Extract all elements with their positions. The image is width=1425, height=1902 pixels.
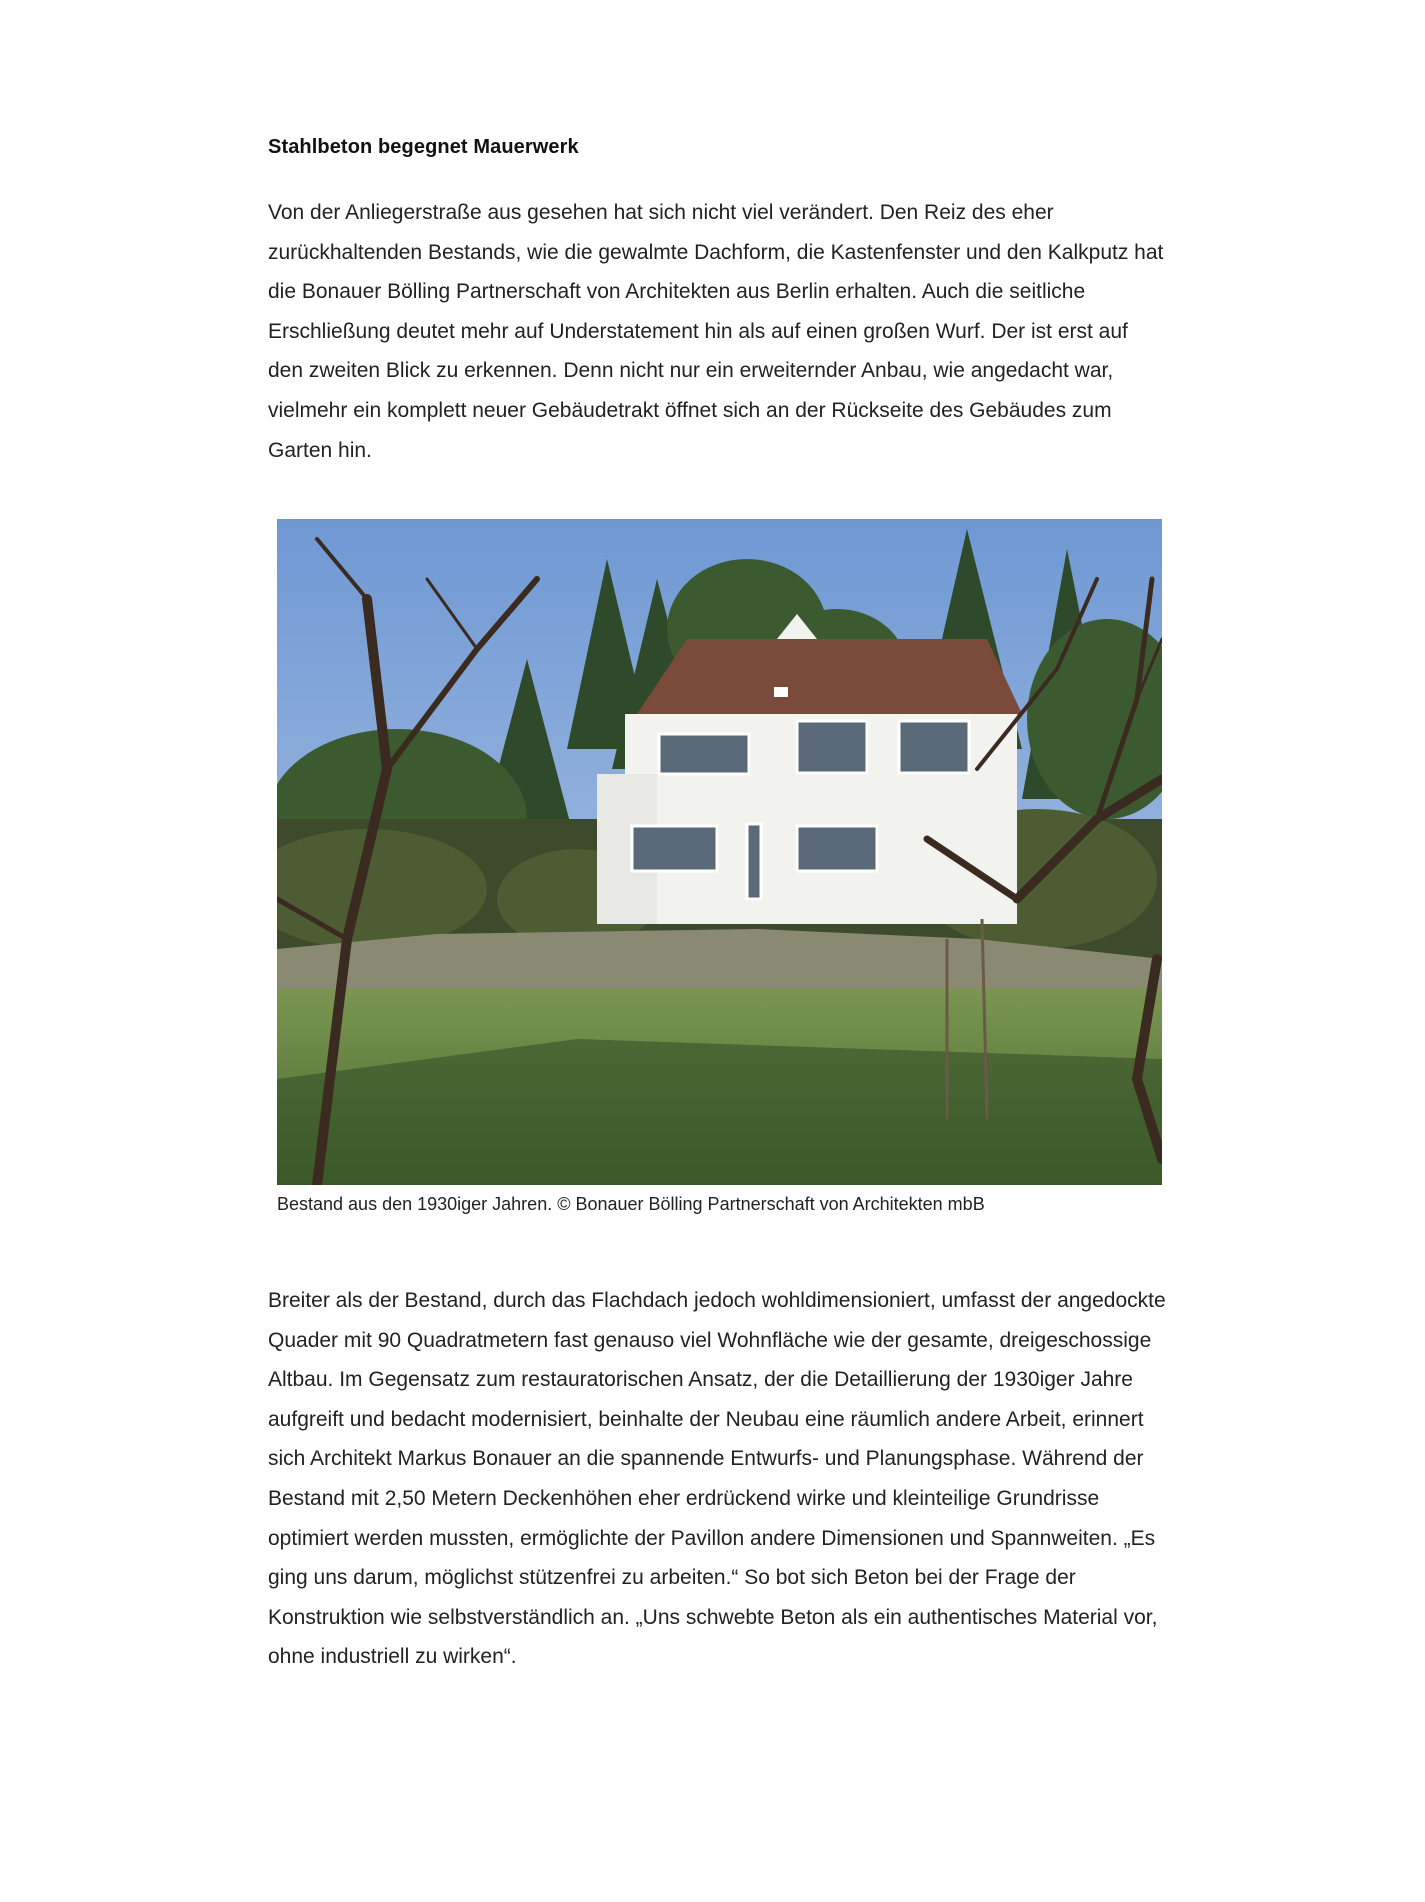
house-photo: [277, 519, 1162, 1185]
paragraph-body: Breiter als der Bestand, durch das Flachdach jedoch wohldimensioniert, umfasst der angedockte Quader mit 90 Quadratmetern fast genauso viel Wohnfläche wie der gesamte, dreigeschossige Altbau. Im Gegensatz zum restauratorischen Ansatz, der die Detaillierung der 1930iger Jahre aufgreift und bedacht modernisiert, beinhalte der Neubau eine räumlich andere Arbeit, erinnert sich Architekt Markus Bonauer an die spannende Entwurfs- und Planungsphase. Während der Bestand mit 2,50 Metern Deckenhöhen eher erdrückend wirke und kleinteilige Grundrisse optimiert werden mussten, ermöglichte der Pavillon andere Dimensionen und Spannweiten. „Es ging uns darum, möglichst stützenfrei zu arbeiten.“ So bot sich Beton bei der Frage der Konstruktion wie selbstverständlich an. „Uns schwebte Beton als ein authentisches Material vor, ohne industriell zu wirken“.: [268, 1289, 1166, 1669]
paragraph-intro: Von der Anliegerstraße aus gesehen hat sich nicht viel verändert. Den Reiz des eher zurückhaltenden Bestands, wie die gewalmte Dachform, die Kastenfenster und den Kalkputz hat die Bonauer Bölling Partnerschaft von Architekten aus Berlin erhalten. Auch die seitliche Erschließung deutet mehr auf Understatement hin als auf einen großen Wurf. Der ist erst auf den zweiten Blick zu erkennen. Denn nicht nur ein erweiternder Anbau, wie angedacht war, vielmehr ein komplett neuer Gebäudetrakt öffnet sich an der Rückseite des Gebäudes zum Garten hin.: [268, 201, 1164, 462]
section-heading: Stahlbeton begegnet Mauerwerk: [268, 136, 579, 158]
figure-caption: Bestand aus den 1930iger Jahren. © Bonauer Bölling Partnerschaft von Architekten mbB: [277, 1194, 985, 1214]
